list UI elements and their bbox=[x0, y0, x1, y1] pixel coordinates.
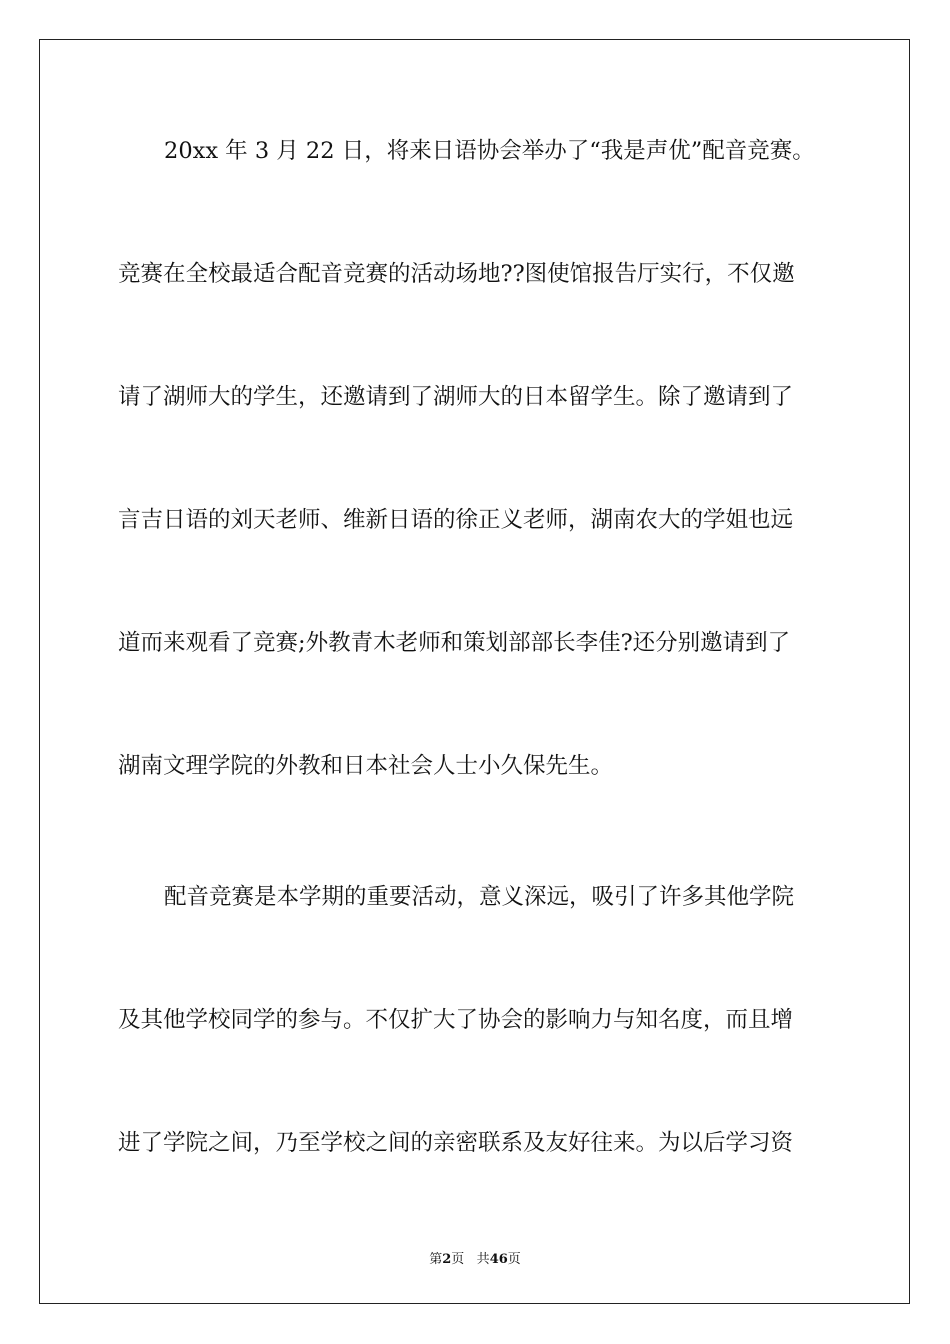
paragraph-2-line-1: 配音竞赛是本学期的重要活动，意义深远，吸引了许多其他学院 bbox=[164, 884, 795, 910]
paragraph-2-line-2: 及其他学校同学的参与。不仅扩大了协会的影响力与知名度，而且增 bbox=[118, 1007, 794, 1033]
paragraph-1-line-4: 言吉日语的刘天老师、维新日语的徐正义老师，湖南农大的学姐也远 bbox=[118, 507, 794, 533]
paragraph-1-line-1: 20xx 年 3 月 22 日，将来日语协会举办了“我是声优”配音竞赛。 bbox=[164, 138, 815, 164]
paragraph-1-line-2: 竞赛在全校最适合配音竞赛的活动场地??图使馆报告厅实行，不仅邀 bbox=[118, 261, 795, 287]
paragraph-1-line-5: 道而来观看了竞赛;外教青木老师和策划部部长李佳?还分别邀请到了 bbox=[118, 630, 791, 656]
page-suffix: 页 bbox=[451, 1252, 465, 1267]
paragraph-1-line-3: 请了湖师大的学生，还邀请到了湖师大的日本留学生。除了邀请到了 bbox=[118, 384, 794, 410]
page-total: 46 bbox=[489, 1252, 508, 1267]
page-number: 2 bbox=[442, 1252, 452, 1267]
total-suffix: 页 bbox=[507, 1252, 521, 1267]
paragraph-2-line-3: 进了学院之间，乃至学校之间的亲密联系及友好往来。为以后学习资 bbox=[118, 1130, 794, 1156]
total-prefix: 共 bbox=[476, 1252, 490, 1267]
page-footer bbox=[0, 1248, 950, 1267]
page-border bbox=[39, 39, 910, 1304]
paragraph-1-line-6: 湖南文理学院的外教和日本社会人士小久保先生。 bbox=[118, 753, 614, 779]
page-prefix: 第 bbox=[429, 1252, 443, 1267]
